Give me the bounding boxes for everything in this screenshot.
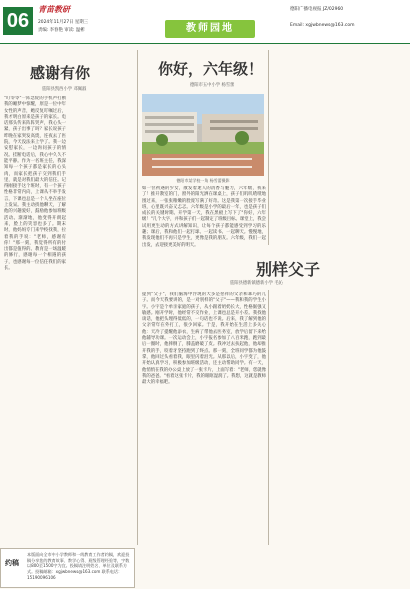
article-body: 如一位初遇的少女，散发着迷人的清香与魅力，六年级，我来了！推开教室的门，窗外的阳光洒在课桌上，孩子们叽叽喳喳地围过来，一张张稚嫩的脸庞写满了好奇。这是我第一次接手毕业班，心里既兴奋又忐忑。六年级是小学的最后一年，也是孩子们成长的关键时期。开学第一天，我在黑板上写下了"你好，六年级！"几个大字，并和孩子们一起制定了班级目标。课堂上，我尝试用更生动的方式讲解知识，让每个孩子都能感受到学习的乐趣；课后，我和他们一起打球、一起读书、一起聊天。慢慢地，我发现他们不再只是学生，更像是我的朋友。六年级，我们一起出发，去迎接更美好的明天。 <box>142 186 266 248</box>
article-body: 提到"父子"，我们脑海中浮现的大多是慈祥的父亲和乖巧的儿子。而今天我要讲的，是一对别样的"父子"——我和我的学生小宇。小宇是个单亲家庭的孩子，从小跟着奶奶长大，性格倔强又敏感。刚开学时，他经常不交作业，上课也总是开小差。我找他谈话，他把头埋得低低的，一句话也不说。后来，我了解到他的父亲常年在外打工，很少回家。于是，我开始在生活上多关心他：天冷了提醒他添衣，生病了带他去医务室，放学后留下来给他辅导功课。一次运动会上，小宇报名参加了八百米跑，跑到最后一圈时，他摔倒了，膝盖磨破了皮。我冲过去扶起他，他却推开我的手，咬着牙坚持跑到了终点。那一刻，全班同学都为他鼓掌，他回过头看着我，眼里闪着泪光。从那以后，小宇变了，他开始认真学习，积极参加班级活动，还主动帮助同学。有一天，他悄悄在我的办公桌上放了一张卡片，上面写着："老师，您就像我的爸爸。"看着这张卡片，我的眼眶湿润了。我想，这就是教师最大的幸福吧。 <box>142 292 266 386</box>
column-divider <box>137 50 138 545</box>
contact-line-2: Email: xgjwbnews@163.com <box>290 23 355 28</box>
column-divider <box>268 290 269 545</box>
dateline: 2024年11月27日 星期三 <box>38 20 89 25</box>
article-author: 旌阳县德新镇德新小学 毛沁 <box>230 281 283 286</box>
submissions-label: 约稿 <box>5 559 19 567</box>
article-title: 感谢有你 <box>30 64 91 82</box>
article-author: 德阳市五中小学 杨雪蕾 <box>190 83 235 88</box>
section-banner-title: 教师园地 <box>186 23 234 34</box>
article-body-continued <box>71 96 133 544</box>
page-number: 06 <box>3 7 33 35</box>
article-title: 别样父子 <box>256 260 321 279</box>
article-title: 你好，六年级！ <box>158 60 264 78</box>
submissions-text: 本版面向全市中小学教师和一线教育工作者约稿，欢迎投稿分享您的教育故事、教学心得、班级管理经验等，字数以800至1500字为宜。投稿请注明姓名、单位及联系方式。投稿邮箱：xgjwbnews@163.com 联系电话：15190096106 <box>27 552 130 580</box>
article-body-continued <box>272 292 406 545</box>
editors-line: 责编: 李春艳 审读: 温彬 <box>38 28 85 33</box>
column-divider <box>268 50 269 245</box>
section-banner <box>165 18 255 40</box>
call-for-submissions <box>0 548 135 588</box>
photo-caption: 德阳市某学校一角 杨雪蕾摄影 <box>176 178 230 183</box>
article-body-continued <box>272 50 406 246</box>
contact-line-1: 德阳广播电视报 JZ/02960 <box>290 7 344 12</box>
article-author: 旌阳县凯西小学 邓佩淑 <box>42 87 87 92</box>
article-body: "叮零零"一阵急促的手机声打断我的睡梦中惊醒，原是一位中年女性的声音，她反复叮嘱过后，我才明白原来是孩子的家长。电话那头传来阵阵哭声，我心头一紧，孩子出事了吗？家长说孩子昨晚在家突发高烧，连夜去了医院，今天没法来上学了。我一边安慰家长，一边询问孩子的情况。挂断电话后，我心中久久不能平静。作为一名班主任，我深知每一个孩子都是家长的心头肉，而家长把孩子交到我们手里，就是对我们最大的信任。记得刚接手这个班时，有一个孩子性格非常内向，上课从不举手发言，下课也总是一个人坐在座位上发呆。我主动找他聊天，了解他的兴趣爱好，鼓励他参加班级活动。渐渐地，他变得开朗起来，脸上的笑容也多了。期末时，他妈妈专门来学校找我，拉着我的手说："老师，感谢有你！"那一刻，我觉得所有的付出都是值得的。教育是一场温暖的修行，感谢每一个相遇的孩子，也感谢每一位信任我们的家长。 <box>4 96 66 272</box>
page-header <box>0 0 410 44</box>
header-rule <box>0 43 410 44</box>
photo-illustration <box>142 94 264 176</box>
newspaper-logo: 青苗教研 <box>38 4 70 14</box>
school-photo <box>142 94 264 176</box>
